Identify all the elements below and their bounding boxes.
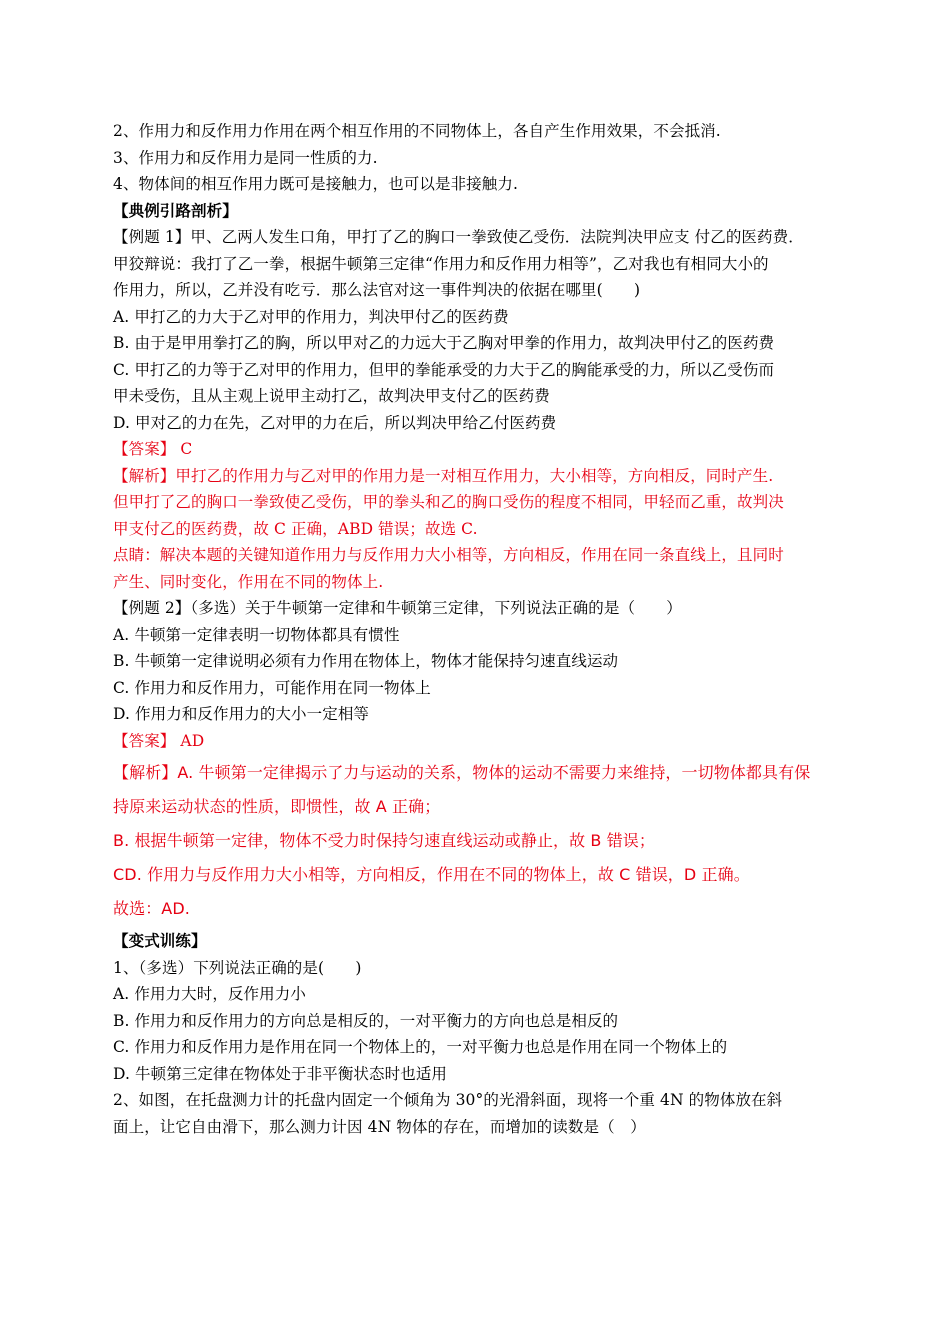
example2-analysis-line-2: 持原来运动状态的性质，即惯性，故 A 正确； <box>113 797 441 816</box>
example2-analysis-line-1: 【解析】A. 牛顿第一定律揭示了力与运动的关系，物体的运动不需要力来维持，一切物体都具有保 <box>113 763 811 782</box>
practice1-option-d: D. 牛顿第三定律在物体处于非平衡状态时也适用 <box>113 1064 448 1083</box>
example1-analysis-line-3: 甲支付乙的医药费，故 C 正确，ABD 错误；故选 C. <box>113 519 478 538</box>
summary-item-2: 2、作用力和反作用力作用在两个相互作用的不同物体上，各自产生作用效果，不会抵消. <box>113 122 721 140</box>
example1-analysis-line-2: 但甲打了乙的胸口一拳致使乙受伤，甲的拳头和乙的胸口受伤的程度不相同，甲轻而乙重，故判决 <box>113 493 784 511</box>
example2-option-b: B. 牛顿第一定律说明必须有力作用在物体上，物体才能保持匀速直线运动 <box>113 652 619 670</box>
practice1-question: 1、（多选）下列说法正确的是( ) <box>113 958 362 977</box>
example1-option-a: A. 甲打乙的力大于乙对甲的作用力，判决甲付乙的医药费 <box>113 307 509 326</box>
section-heading-examples: 【典例引路剖析】 <box>113 200 238 220</box>
example2-option-a: A. 牛顿第一定律表明一切物体都具有惯性 <box>113 625 400 644</box>
example1-option-c-line-2: 甲未受伤，且从主观上说甲主动打乙，故判决甲支付乙的医药费 <box>113 387 550 405</box>
summary-item-4: 4、物体间的相互作用力既可是接触力，也可以是非接触力. <box>113 175 518 193</box>
practice1-option-c: C. 作用力和反作用力是作用在同一个物体上的，一对平衡力也总是作用在同一个物体上的 <box>113 1038 728 1056</box>
example2-analysis-line-3: B. 根据牛顿第一定律，物体不受力时保持匀速直线运动或静止，故 B 错误； <box>113 831 655 850</box>
practice2-question-line-1: 2、如图，在托盘测力计的托盘内固定一个倾角为 30°的光滑斜面，现将一个重 4N 的物体放在斜 <box>113 1091 783 1109</box>
example1-question-line-1: 【例题 1】甲、乙两人发生口角，甲打了乙的胸口一拳致使乙受伤．法院判决甲应支 付乙的医药费． <box>113 228 804 246</box>
example1-option-b: B. 由于是甲用拳打乙的胸，所以甲对乙的力远大于乙胸对甲拳的作用力，故判决甲付乙的医药费 <box>113 334 775 352</box>
practice1-option-a: A. 作用力大时，反作用力小 <box>113 985 306 1003</box>
example1-question-line-2: 甲狡辩说：我打了乙一拳，根据牛顿第三定律“作用力和反作用力相等”，乙对我也有相同大小的 <box>113 254 769 273</box>
example2-option-c: C. 作用力和反作用力，可能作用在同一物体上 <box>113 678 431 697</box>
practice1-option-b: B. 作用力和反作用力的方向总是相反的，一对平衡力的方向也总是相反的 <box>113 1011 619 1030</box>
section-heading-practice: 【变式训练】 <box>113 931 207 950</box>
document-page <box>113 118 843 1140</box>
practice2-question-line-2: 面上，让它自由滑下，那么测力计因 4N 物体的存在，而增加的读数是（ ） <box>113 1117 646 1136</box>
example2-analysis-line-4: CD. 作用力与反作用力大小相等，方向相反，作用在不同的物体上，故 C 错误，D 正确。 <box>113 865 750 884</box>
example2-analysis-line-5: 故选：AD. <box>113 899 190 918</box>
example1-tip-line-2: 产生、同时变化，作用在不同的物体上. <box>113 572 384 591</box>
example1-analysis-line-1: 【解析】甲打乙的作用力与乙对甲的作用力是一对相互作用力，大小相等，方向相反，同时产生. <box>113 466 774 485</box>
example1-question-line-3: 作用力，所以，乙并没有吃亏．那么法官对这一事件判决的依据在哪里( ) <box>113 281 641 299</box>
example1-option-c-line-1: C. 甲打乙的力等于乙对甲的作用力，但甲的拳能承受的力大于乙的胸能承受的力，所以乙受伤而 <box>113 360 775 379</box>
example1-option-d: D. 甲对乙的力在先，乙对甲的力在后，所以判决甲给乙付医药费 <box>113 413 557 432</box>
example2-answer: 【答案】 AD <box>113 731 205 750</box>
example2-question: 【例题 2】（多选）关于牛顿第一定律和牛顿第三定律，下列说法正确的是（ ） <box>113 599 682 617</box>
example1-answer: 【答案】 C <box>113 440 193 458</box>
example2-option-d: D. 作用力和反作用力的大小一定相等 <box>113 705 370 723</box>
example1-tip-line-1: 点睛：解决本题的关键知道作用力与反作用力大小相等，方向相反，作用在同一条直线上，且同时 <box>113 546 784 564</box>
summary-item-3: 3、作用力和反作用力是同一性质的力. <box>113 148 378 167</box>
